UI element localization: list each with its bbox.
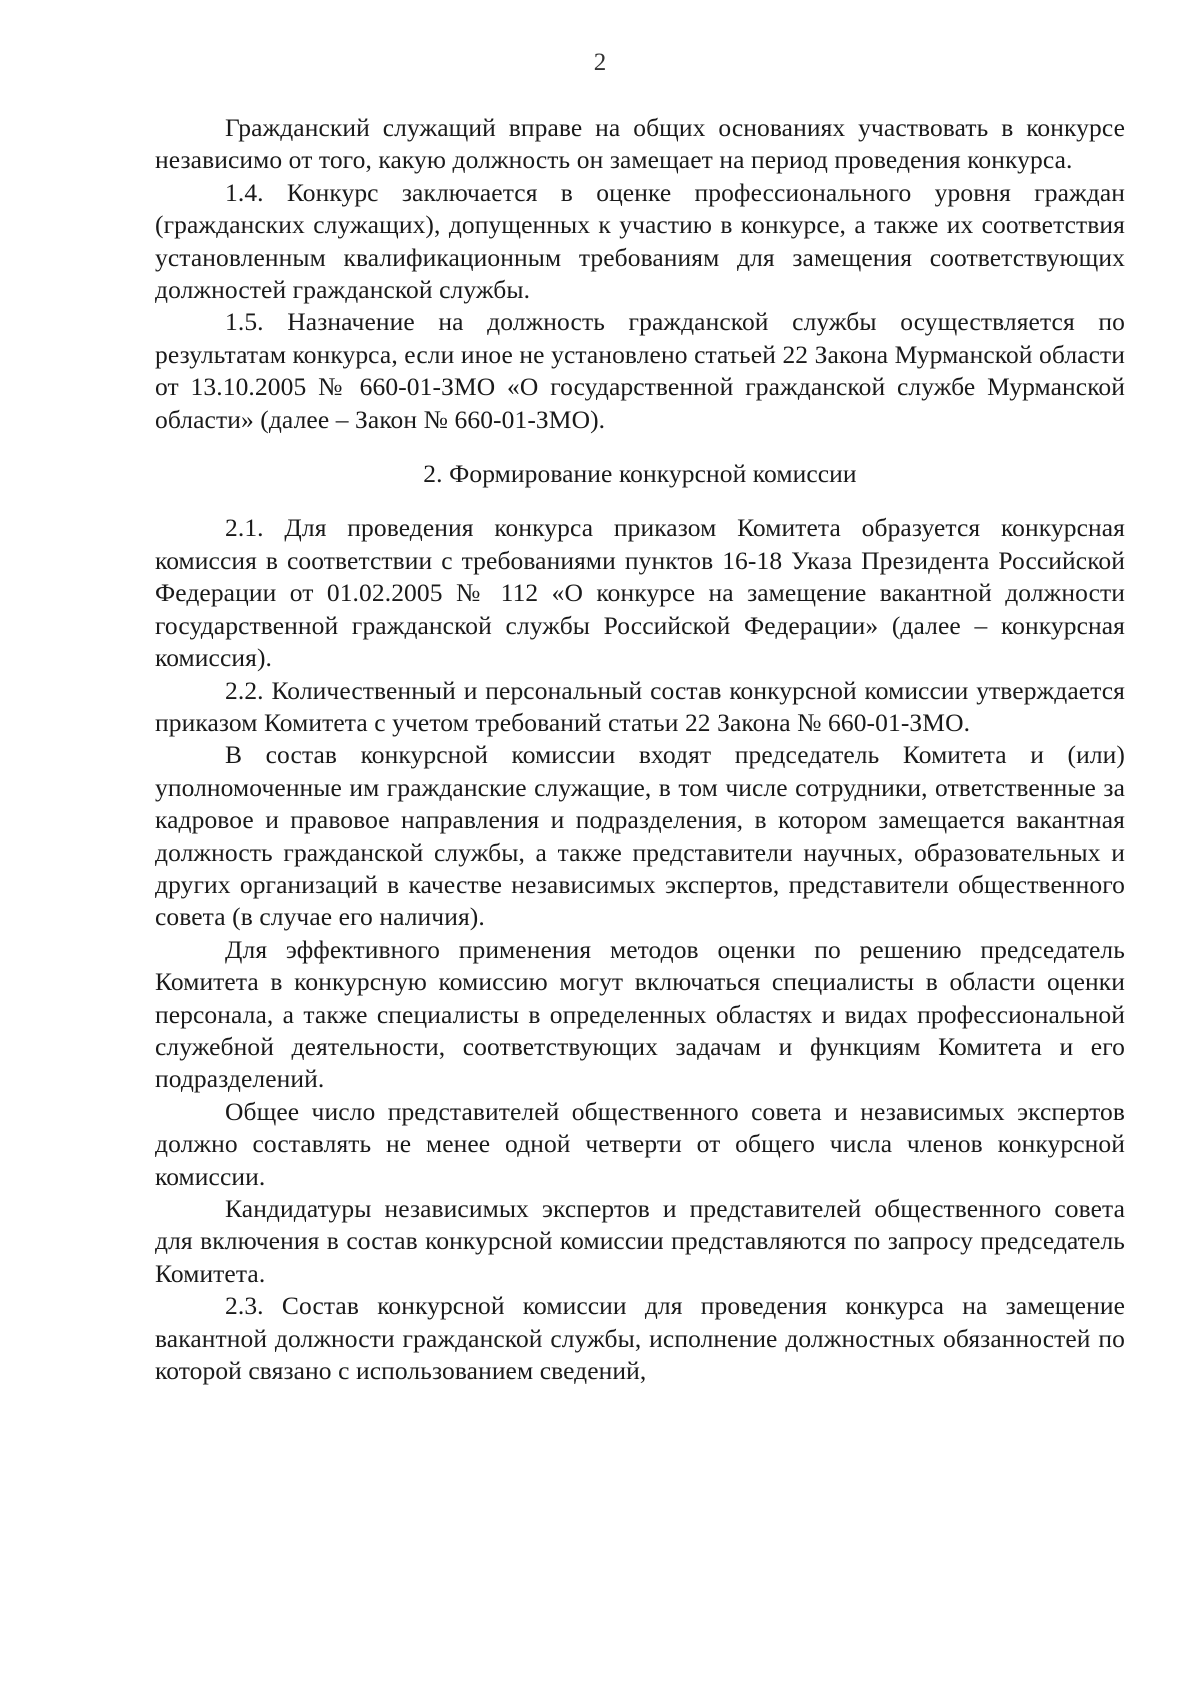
section-heading: 2. Формирование конкурсной комиссии [423,459,857,489]
paragraph-2-2: 2.2. Количественный и персональный состав конкурсной комиссии утверждается приказом Комитета с учетом требований статьи 22 Закона № 660-01-ЗМО. [155,675,1125,737]
page-number: 2 [593,49,607,76]
paragraph-1-5: 1.5. Назначение на должность гражданской службы осуществляется по результатам конкурса, если иное не установлено статьей 22 Закона Мурманской области от 13.10.2005 № 660-01-ЗМО «О государственной гражданской службе Мурманской области» (далее – Закон № 660-01-ЗМО). [155,307,1125,434]
paragraph-quarter-rule: Общее число представителей общественного совета и независимых экспертов должно составлять не менее одной четверти от общего числа членов конкурсной комиссии. [155,1096,1125,1191]
document-body [155,112,1125,1387]
paragraph-2-3: 2.3. Состав конкурсной комиссии для проведения конкурса на замещение вакантной должности гражданской службы, исполнение должностных обязанностей по которой связано с использованием сведений, [155,1291,1125,1386]
paragraph-1-4: 1.4. Конкурс заключается в оценке профессионального уровня граждан (гражданских служащих), допущенных к участию в конкурсе, а также их соответствия установленным квалификационным требованиям для замещения соответствующих должностей гражданской службы. [155,177,1125,305]
paragraph-candidates: Кандидатуры независимых экспертов и представителей общественного совета для включения в состав конкурсной комиссии представляются по запросу председатель Комитета. [155,1194,1125,1288]
paragraph-participation-right: Гражданский служащий вправе на общих основаниях участвовать в конкурсе независимо от того, какую должность он замещает на период проведения конкурса. [155,113,1125,175]
paragraph-specialists: Для эффективного применения методов оценки по решению председатель Комитета в конкурсную комиссию могут включаться специалисты в области оценки персонала, а также специалисты в определенных областях и видах профессиональной служебной деятельности, соответствующих задачам и функциям Комитета и его подразделений. [155,934,1125,1094]
paragraph-2-1: 2.1. Для проведения конкурса приказом Комитета образуется конкурсная комиссия в соответствии с требованиями пунктов 16-18 Указа Президента Российской Федерации от 01.02.2005 № 112 «О конкурсе на замещение вакантной должности государственной гражданской службы Российской Федерации» (далее – конкурсная комиссия). [155,513,1125,673]
paragraph-commission-members: В состав конкурсной комиссии входят председатель Комитета и (или) уполномоченные им гражданские служащие, в том числе сотрудники, ответственные за кадровое и правовое направления и подразделения, в котором замещается вакантная должность гражданской службы, а также представители научных, образовательных и других организаций в качестве независимых экспертов, представители общественного совета (в случае его наличия). [155,740,1125,932]
